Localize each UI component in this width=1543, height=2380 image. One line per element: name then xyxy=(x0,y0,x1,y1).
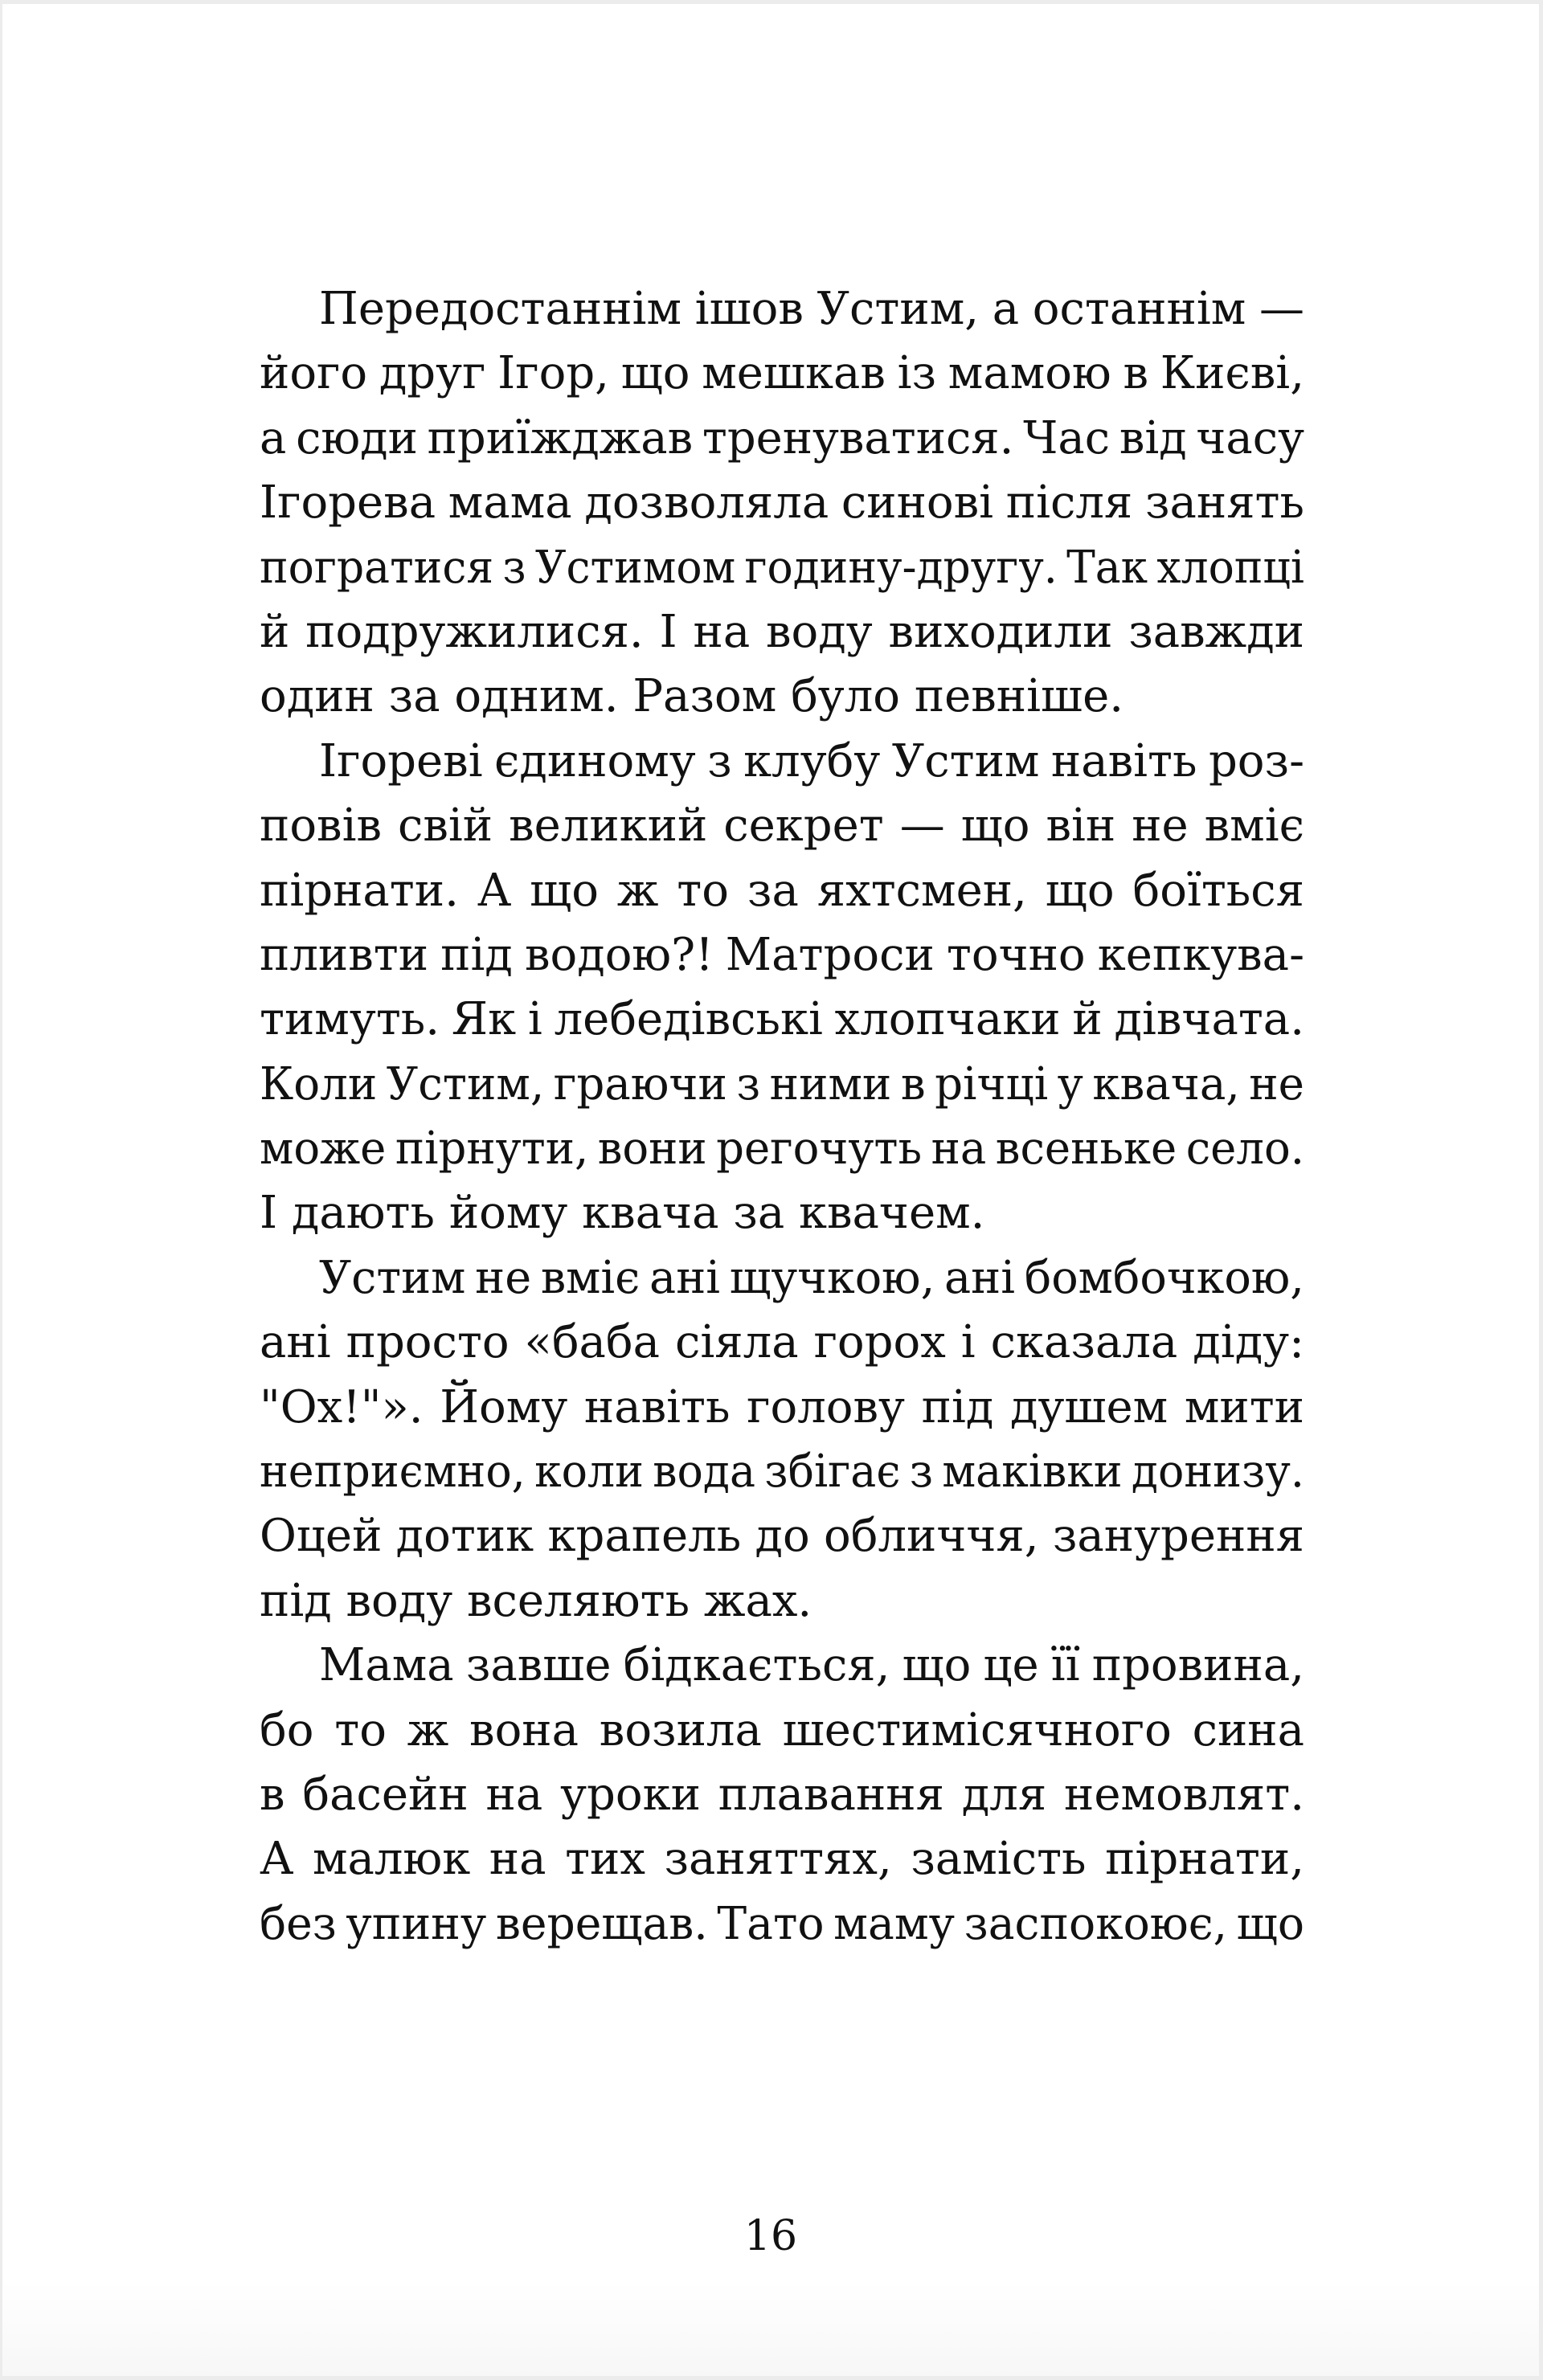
line-text: під воду вселяють жах. xyxy=(260,1574,812,1627)
text-line xyxy=(260,341,1304,406)
line-text: пірнати. А що ж то за яхтсмен, що боїться xyxy=(260,864,1304,917)
text-line xyxy=(260,1246,1304,1311)
text-line xyxy=(260,1376,1304,1440)
line-text: в басейн на уроки плавання для немовлят. xyxy=(260,1768,1304,1821)
book-page xyxy=(2,4,1539,2376)
line-text: І дають йому квача за квачем. xyxy=(260,1187,985,1240)
line-text: погратися з Устимом годину-другу. Так хлопці xyxy=(260,541,1304,594)
text-line xyxy=(260,1827,1304,1891)
text-line xyxy=(260,1311,1304,1375)
line-text: без упину верещав. Тато маму заспокоює, що xyxy=(260,1897,1304,1950)
text-line xyxy=(260,1181,1304,1245)
line-text: повів свій великий секрет — що він не вміє xyxy=(260,799,1304,853)
text-line xyxy=(260,600,1304,665)
text-line xyxy=(260,407,1304,471)
text-line xyxy=(260,277,1304,341)
text-line xyxy=(260,536,1304,600)
line-text: Мама завше бідкається, що це її провина, xyxy=(319,1639,1304,1692)
text-line xyxy=(260,730,1304,794)
line-text: ані просто «баба сіяла горох і сказала діду: xyxy=(260,1316,1304,1369)
line-text: тимуть. Як і лебедівські хлопчаки й дівчата. xyxy=(260,993,1304,1046)
text-line xyxy=(260,794,1304,858)
line-text: "Ох!"». Йому навіть голову під душем мити xyxy=(260,1380,1304,1433)
text-line xyxy=(260,923,1304,988)
line-text: його друг Ігор, що мешкав із мамою в Києві, xyxy=(260,347,1304,400)
line-text: й подружилися. І на воду виходили завжди xyxy=(260,605,1304,658)
line-text: а сюди приїжджав тренуватися. Час від часу xyxy=(260,411,1304,464)
line-text: Устим не вміє ані щучкою, ані бомбочкою, xyxy=(319,1251,1304,1304)
text-line xyxy=(260,1053,1304,1117)
text-line xyxy=(260,471,1304,535)
text-line xyxy=(260,665,1304,729)
page-number: 16 xyxy=(743,2212,798,2260)
body-text xyxy=(260,277,1304,1957)
text-line xyxy=(260,1763,1304,1827)
line-text: Оцей дотик крапель до обличчя, занурення xyxy=(260,1510,1304,1563)
text-line xyxy=(260,1569,1304,1634)
line-text: Ігореві єдиному з клубу Устим навіть роз- xyxy=(319,734,1304,787)
text-line xyxy=(260,1634,1304,1698)
line-text: Коли Устим, граючи з ними в річці у квача, не xyxy=(260,1057,1304,1110)
text-line xyxy=(260,1504,1304,1568)
line-text: А малюк на тих заняттях, замість пірнати, xyxy=(260,1833,1304,1886)
line-text: бо то ж вона возила шестимісячного сина xyxy=(260,1703,1304,1756)
text-line xyxy=(260,1117,1304,1181)
line-text: пливти під водою?! Матроси точно кепкува- xyxy=(260,928,1304,981)
text-line xyxy=(260,859,1304,923)
text-line xyxy=(260,988,1304,1052)
text-line xyxy=(260,1892,1304,1957)
line-text: неприємно, коли вода збігає з маківки донизу. xyxy=(260,1446,1304,1499)
text-line xyxy=(260,1440,1304,1504)
line-text: Передостаннім ішов Устим, а останнім — xyxy=(319,283,1304,335)
line-text: один за одним. Разом було певніше. xyxy=(260,670,1124,723)
text-line xyxy=(260,1699,1304,1763)
line-text: Ігорева мама дозволяла синові після занять xyxy=(260,476,1304,530)
line-text: може пірнути, вони регочуть на всеньке село. xyxy=(260,1123,1304,1176)
